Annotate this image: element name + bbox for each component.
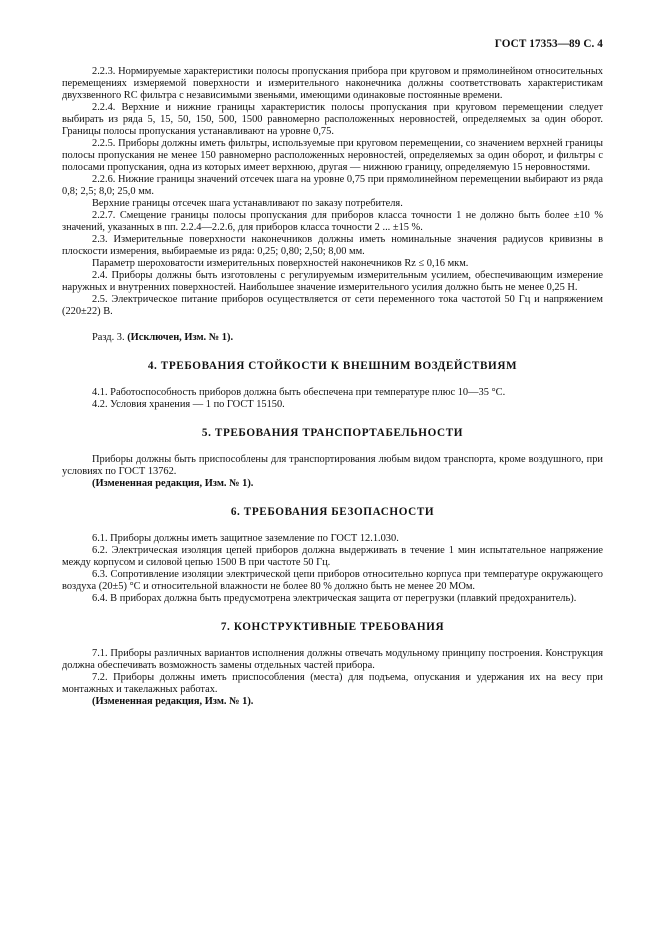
paragraph-2-2-4: 2.2.4. Верхние и нижние границы характеристик полосы пропускания при круговом перемещении следует выбирать из ряда 5, 15, 50, 150, 500, 1500 равномерно расположенных неровностей, определяемых за один оборот. Границы полосы пропускания устанавливают на уровне 0,75. [62,102,603,137]
paragraph-2-4: 2.4. Приборы должны быть изготовлены с регулируемым измерительным усилием, обеспечивающим измерение наружных и внутренних поверхностей. Наибольшее значение измерительного усилия должно быть не менее 0,25 Н. [62,270,603,293]
paragraph-2-2-6: 2.2.6. Нижние границы значений отсечек шага на уровне 0,75 при прямолинейном перемещении выбирают из ряда 0,8; 2,5; 8,0; 25,0 мм. [62,174,603,197]
section-6-title: 6. ТРЕБОВАНИЯ БЕЗОПАСНОСТИ [230,506,435,518]
paragraph-upper-limits: Верхние границы отсечек шага устанавливают по заказу потребителя. [92,198,403,209]
paragraph-7-2: 7.2. Приборы должны иметь приспособления (места) для подъема, опускания и удержания их на весу при монтажных и такелажных работах. [62,672,603,695]
paragraph-roughness: Параметр шероховатости измерительных поверхностей наконечников Rz ≤ 0,16 мкм. [92,258,469,269]
section-7-note [62,696,603,708]
section-7-note-text: (Измененная редакция, Изм. № 1). [92,696,254,707]
razd-status: (Исключен, Изм. № 1). [127,332,234,343]
section-5-title: 5. ТРЕБОВАНИЯ ТРАНСПОРТАБЕЛЬНОСТИ [201,427,464,439]
document-body [62,66,603,708]
paragraph-6-1: 6.1. Приборы должны иметь защитное заземление по ГОСТ 12.1.030. [92,533,399,544]
paragraph-2-2-7: 2.2.7. Смещение границы полосы пропускания для приборов класса точности 1 не должно быть более ±10 % значений, указанных в пп. 2.2.4—2.2.6, для приборов класса точности 2 ... ±15 %. [62,210,603,233]
page-header: ГОСТ 17353—89 С. 4 [494,38,603,50]
paragraph-6-2: 6.2. Электрическая изоляция цепей приборов должна выдерживать в течение 1 мин испытательное напряжение между корпусом и силовой цепью 1500 В при частоте 50 Гц. [62,545,603,568]
paragraph-6-4: 6.4. В приборах должна быть предусмотрена электрическая защита от перегрузки (плавкий предохранитель). [92,593,577,604]
section-3-note [62,332,603,344]
razd-prefix: Разд. 3. [92,332,125,343]
paragraph-2-5: 2.5. Электрическое питание приборов осуществляется от сети переменного тока частотой 50 Гц и напряжением (220±22) В. [62,294,603,317]
paragraph-6-3: 6.3. Сопротивление изоляции электрической цепи приборов относительно корпуса при температуре окружающего воздуха (20±5) °С и относительной влажности не более 80 % должно быть не менее 20 МОм. [62,569,603,592]
paragraph-4-2: 4.2. Условия хранения — 1 по ГОСТ 15150. [92,399,285,410]
paragraph-4-1: 4.1. Работоспособность приборов должна быть обеспечена при температуре плюс 10—35 °С. [92,387,506,398]
section-5-note [62,478,603,490]
section-4-title: 4. ТРЕБОВАНИЯ СТОЙКОСТИ К ВНЕШНИМ ВОЗДЕЙСТВИЯМ [147,360,518,372]
paragraph-2-2-3: 2.2.3. Нормируемые характеристики полосы пропускания прибора при круговом и прямолинейном относительных перемещениях измеряемой поверхности и измерительного наконечника должны соответствовать характеристикам двухзвенного RC фильтра с независимыми звеньями, имеющими одинаковые постоянные времени. [62,66,603,101]
section-7-title: 7. КОНСТРУКТИВНЫЕ ТРЕБОВАНИЯ [220,621,445,633]
paragraph-5: Приборы должны быть приспособлены для транспортирования любым видом транспорта, кроме воздушного, при условиях по ГОСТ 13762. [62,454,603,477]
paragraph-2-3: 2.3. Измерительные поверхности наконечников должны иметь номинальные значения радиусов кривизны в плоскости измерения, выбираемые из ряда: 0,25; 0,80; 2,50; 8,00 мм. [62,234,603,257]
paragraph-7-1: 7.1. Приборы различных вариантов исполнения должны отвечать модульному принципу построения. Конструкция должна обеспечивать возможность замены отдельных частей прибора. [62,648,603,671]
paragraph-2-2-5: 2.2.5. Приборы должны иметь фильтры, используемые при круговом перемещении, со значением верхней границы полосы пропускания не менее 150 равномерно расположенных неровностей, определяемых за один оборот, и фильтры с полосами пропускания, одна из которых имеет верхнюю, другая — нижнюю границу, определяемую 15 неровностями. [62,138,603,173]
section-2-continued [62,66,603,318]
section-5-note-text: (Измененная редакция, Изм. № 1). [92,478,254,489]
